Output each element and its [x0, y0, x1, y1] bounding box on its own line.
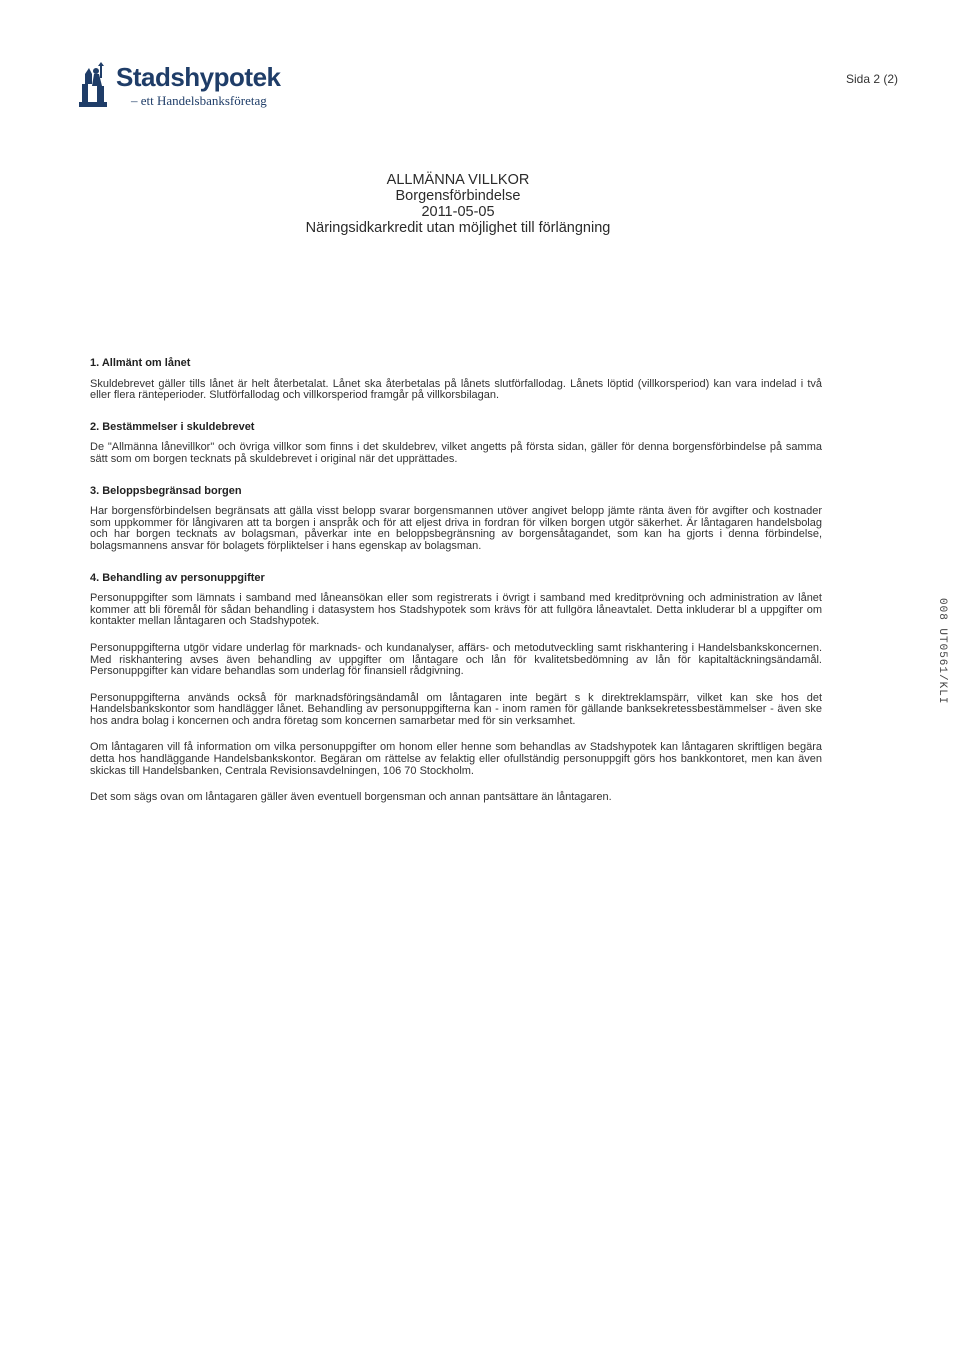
section-personuppgifter: [90, 573, 822, 804]
page-number: Sida 2 (2): [845, 72, 898, 86]
section-paragraph: Om låntagaren vill få information om vilka personuppgifter om honom eller henne som behandlas av Stadshypotek kan låntagaren skriftligen begära detta hos handläggande Handelsbankskontor. Begäran om rättelse av felaktig eller ofullständig personuppgift görs hos bankkontoret, men kan även skickas till Handelsbanken, Centrala Revisionsavdelningen, 106 70 Stockholm.: [90, 741, 822, 777]
section-paragraph: Personuppgifter som lämnats i samband med låneansökan eller som registrerats i övrigt i samband med kreditprövning och administration av lånet kommer att bli föremål för sådan behandling i datasystem hos Stadshypotek som krävs för att fullgöra låneavtalet. Detta inkluderar bl a uppgifter om kontakter mellan låntagaren och Stadshypotek.: [90, 592, 822, 628]
section-heading: 1. Allmänt om lånet: [90, 357, 191, 369]
section-paragraph: Skuldebrevet gäller tills lånet är helt återbetalat. Lånet ska återbetalas på lånets slutförfallodag. Lånets löptid (villkorsperiod) kan vara indelad i två eller flera ränteperioder. Slutförfallodag och villkorsperiod framgår på villkorsbilagan.: [90, 377, 822, 402]
section-heading: 4. Behandling av personuppgifter: [90, 571, 265, 584]
section-paragraph: Personuppgifterna används också för marknadsföringsändamål om låntagaren inte begärt s k direktreklamspärr, vilket kan ske hos det Handelsbankskontor som handlägger lånet. Behandling av personuppgifterna kan - inom ramen för gällande banksekretessbestämmelser - även ske hos andra bolag i koncernen och andra företag som koncernen samarbetar med för sin verksamhet.: [90, 691, 822, 727]
section-heading: 3. Beloppsbegränsad borgen: [90, 484, 242, 497]
logo-tagline: – ett Handelsbanksföretag: [131, 93, 267, 108]
section-paragraph: Har borgensförbindelsen begränsats att gälla visst belopp svarar borgensmannen utöver angivet belopp jämte ränta även för avgifter och kostnader som uppkommer för långivaren att ta borgen i anspråk och för att eljest driva in fordran för vilken borgen utgör säkerhet. Är låntagaren handelsbolag och har borgen tecknats av bolagsman, påverkar inte en beloppsbegränsning av borgensåtagandet, som kan ha gjorts i denna förbindelse, bolagsmannens ansvar för bolagets förpliktelser i hans egenskap av bolagsman.: [90, 505, 822, 552]
section-beloppsbegransad-borgen: [90, 486, 822, 553]
stadshypotek-logo: [76, 60, 316, 116]
document-subtitle: Borgensförbindelse: [395, 188, 521, 204]
section-bestammelser: [90, 422, 822, 466]
document-date: 2011-05-05: [421, 204, 495, 220]
section-paragraph: Personuppgifterna utgör vidare underlag för marknads- och kundanalyser, affärs- och metodutveckling samt riskhantering i Handelsbankskoncernen. Med riskhantering avses även behandling av uppgifter om låntagare och lån för kvalitetsbedömning av lån för kapitaltäckningsändamål. Personuppgifter kan vidare behandlas som underlag för finansiell rådgivning.: [90, 641, 822, 678]
document-title: ALLMÄNNA VILLKOR: [386, 172, 530, 188]
logo-name: Stadshypotek: [116, 62, 281, 92]
document-product: Näringsidkarkredit utan möjlighet till förlängning: [305, 220, 611, 236]
document-body: [90, 358, 822, 824]
document-title-block: [0, 172, 916, 236]
section-paragraph: De "Allmänna lånevillkor" och övriga villkor som finns i det skuldebrev, vilket angetts på första sidan, gäller för denna borgensförbindelse på samma sätt som om borgen tecknats på skuldebrevet i original när det upprättades.: [90, 441, 822, 465]
section-paragraph: Det som sägs ovan om låntagaren gäller även eventuell borgensman och annan pantsättare än låntagaren.: [90, 791, 612, 804]
stadshypotek-emblem-icon: [76, 62, 110, 108]
form-code: 008 UT0561/KLI: [936, 598, 948, 705]
section-heading: 2. Bestämmelser i skuldebrevet: [90, 420, 255, 433]
section-allmant-om-lanet: [90, 358, 822, 402]
